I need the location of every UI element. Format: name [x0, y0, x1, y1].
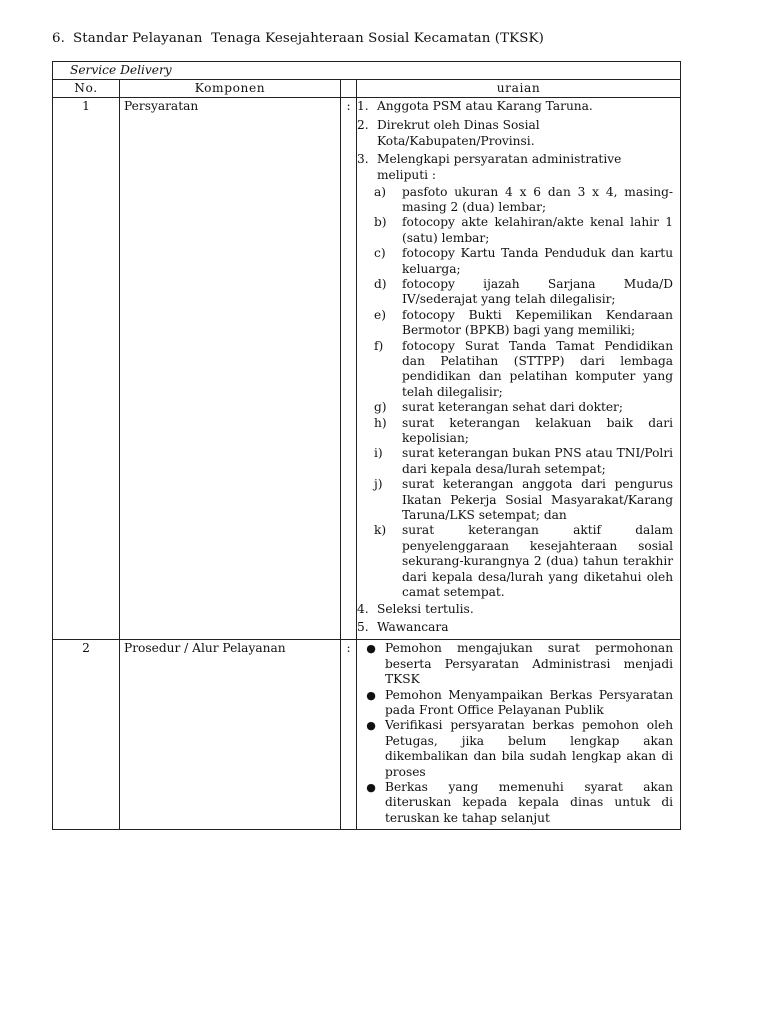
section-number: 6. — [52, 31, 65, 46]
column-header-no: No. — [53, 80, 120, 98]
sublist-item: b) fotocopy akte kelahiran/akte kenal lahir 1 (satu) lembar; — [374, 215, 674, 245]
sublist-item: k) surat keterangan aktif dalam penyelenggaraan kesejahteraan sosial sekurang-kurangnya 2 (dua) tahun terakhir dari kepala desa/lurah yang diketahui oleh camat setempat. — [374, 523, 674, 600]
section-heading — [52, 31, 544, 46]
column-header-separator — [341, 80, 357, 98]
sublist-item: e) fotocopy Bukti Kepemilikan Kendaraan Bermotor (BPKB) bagi yang memiliki; — [374, 307, 674, 338]
column-header-component: Komponen — [120, 80, 341, 98]
bullet-item: ● Berkas yang memenuhi syarat akan diteruskan kepada kepala dinas untuk di teruskan ke tahap selanjut — [357, 780, 673, 826]
bullet-item: ● Pemohon Menyampaikan Berkas Persyaratan pada Front Office Pelayanan Publik — [357, 688, 673, 719]
bullet-icon: ● — [366, 780, 376, 794]
sublist-item: g) surat keterangan sehat dari dokter; — [374, 400, 623, 415]
sublist-item: a) pasfoto ukuran 4 x 6 dan 3 x 4, masing-masing 2 (dua) lembar; — [374, 184, 674, 214]
table-caption-row — [53, 62, 681, 80]
table-caption: Service Delivery — [53, 62, 681, 80]
column-header-description: uraian — [357, 80, 681, 98]
list-item: 1. Anggota PSM atau Karang Taruna. — [357, 99, 593, 113]
list-item: 2. Direkrut oleh Dinas Sosial Kota/Kabupaten/Provinsi. — [357, 117, 540, 148]
table-header-row — [53, 80, 681, 98]
list-item: 4. Seleksi tertulis. — [357, 601, 474, 616]
section-title: Standar Pelayanan Tenaga Kesejahteraan Sosial Kecamatan (TKSK) — [73, 31, 544, 46]
row-description — [357, 98, 681, 640]
bullet-icon: ● — [366, 719, 376, 733]
sublist-item: d) fotocopy ijazah Sarjana Muda/D IV/sederajat yang telah dilegalisir; — [374, 276, 674, 307]
table-row — [53, 98, 681, 640]
bullet-icon: ● — [366, 642, 376, 656]
bullet-item: ● Verifikasi persyaratan berkas pemohon oleh Petugas, jika belum lengkap akan dikembalikan dan bila sudah lengkap akan di proses — [357, 718, 673, 780]
row-colon: : — [341, 98, 357, 640]
sublist-item: j) surat keterangan anggota dari pengurus Ikatan Pekerja Sosial Masyarakat/Karang Taruna/LKS setempat; dan — [374, 477, 674, 523]
sublist-item: f) fotocopy Surat Tanda Tamat Pendidikan dan Pelatihan (STTPP) dari lembaga pendidikan dan pelatihan komputer yang telah dilegalisir; — [374, 338, 674, 399]
row-component: Prosedur / Alur Pelayanan — [120, 640, 341, 830]
table-row — [53, 640, 681, 830]
list-item: 5. Wawancara — [357, 620, 449, 635]
bullet-item: ● Pemohon mengajukan surat permohonan beserta Persyaratan Administrasi menjadi TKSK — [357, 641, 673, 687]
row-number: 2 — [53, 640, 120, 830]
sublist-item: i) surat keterangan bukan PNS atau TNI/Polri dari kepala desa/lurah setempat; — [374, 446, 674, 476]
sublist-item: h) surat keterangan kelakuan baik dari kepolisian; — [374, 415, 674, 446]
row-colon: : — [341, 640, 357, 830]
row-number: 1 — [53, 98, 120, 640]
requirements-sublist — [357, 184, 673, 601]
row-description — [357, 640, 681, 830]
row-component: Persyaratan — [120, 98, 341, 640]
service-standard-table — [52, 61, 681, 830]
bullet-icon: ● — [366, 688, 376, 702]
sublist-item: c) fotocopy Kartu Tanda Penduduk dan kartu keluarga; — [374, 246, 674, 276]
list-item: 3. Melengkapi persyaratan administrative meliputi : — [357, 151, 622, 182]
